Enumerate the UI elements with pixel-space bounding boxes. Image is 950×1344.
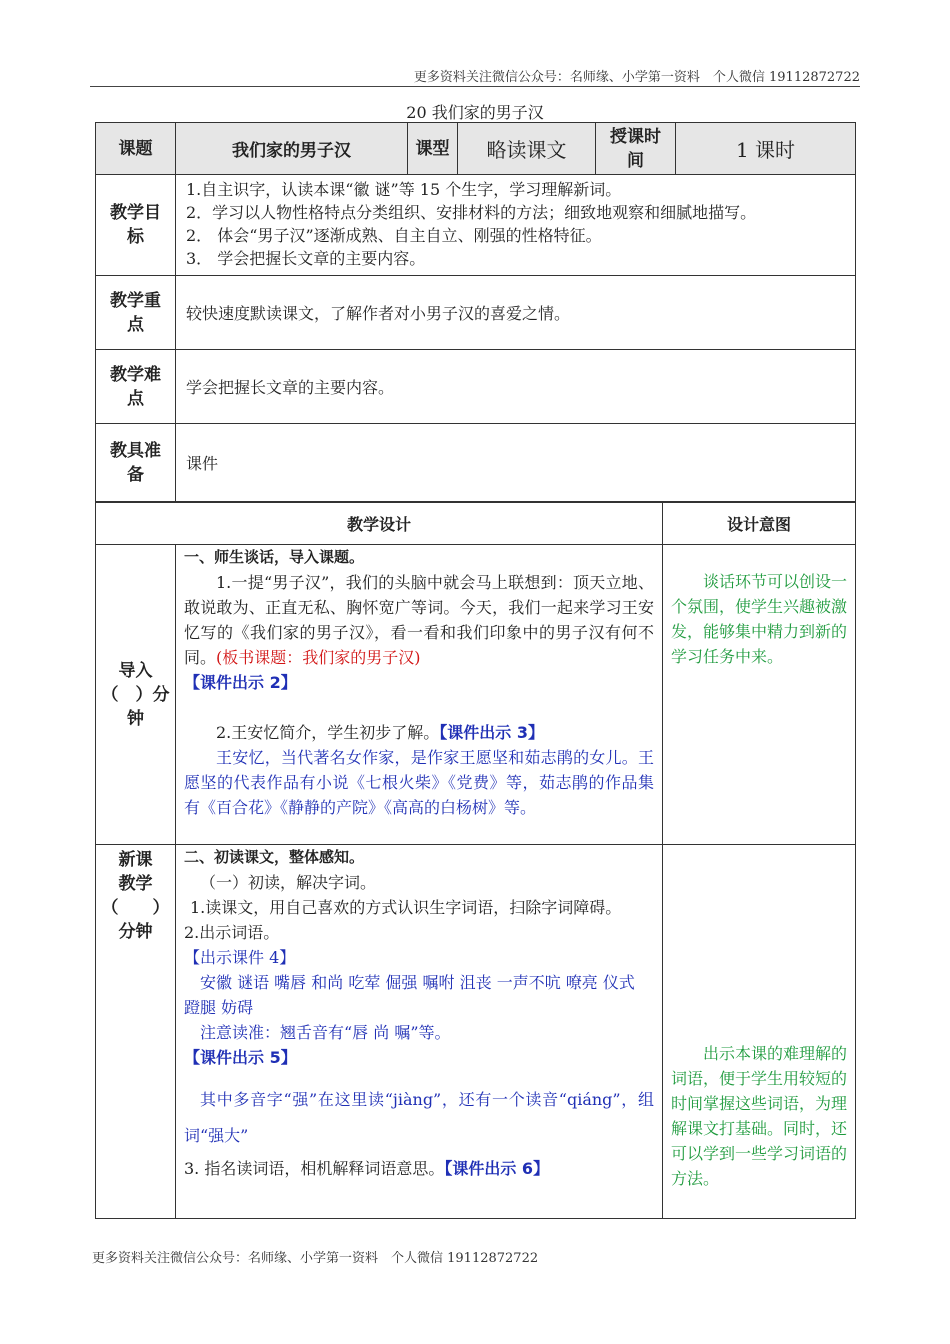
document-title: 20 我们家的男子汉	[406, 103, 544, 122]
word-reading-step: 3. 指名读词语，相机解释词语意思。【课件出示 6】	[184, 1159, 550, 1178]
tools-label: 教具准备	[96, 424, 176, 502]
tools-text: 课件	[176, 424, 856, 502]
board-title-note: (板书课题：我们家的男子汉)	[216, 648, 421, 667]
page-header: 更多资料关注微信公众号：名师缘、小学第一资料 个人微信 19112872722	[413, 70, 860, 85]
time-label: 授课时间	[596, 123, 676, 175]
teaching-design-table	[95, 502, 856, 1219]
page-footer: 更多资料关注微信公众号：名师缘、小学第一资料 个人微信 19112872722	[92, 1251, 539, 1266]
section-heading: 二、初读课文，整体感知。	[184, 848, 365, 866]
goal-item: 2．学习以人物性格特点分类组织、安排材料的方法；细致地观察和细腻地描写。	[186, 203, 757, 222]
courseware-cue: 【课件出示 5】	[184, 1048, 297, 1067]
type-label: 课型	[408, 123, 458, 175]
courseware-cue: 【课件出示 2】	[184, 673, 297, 692]
pronunciation-note: 注意读准：翘舌音有“唇 尚 嘱”等。	[200, 1023, 451, 1042]
design-header: 教学设计	[96, 503, 663, 545]
goals-content	[176, 175, 856, 276]
key-points-label: 教学重点	[96, 276, 176, 350]
goal-item: 3． 学会把握长文章的主要内容。	[186, 249, 426, 268]
intro-label: 导入 （ ）分 钟	[96, 545, 176, 845]
courseware-cue: 【课件出示 6】	[444, 1159, 550, 1178]
time-value: 1 课时	[676, 123, 856, 175]
section-heading: 一、师生谈话，导入课题。	[184, 548, 365, 566]
intro-paragraph: 1.一提“男子汉”，我们的头脑中就会马上联想到：顶天立地、敢说敢为、正直无私、胸怀宽广等词。今天，我们一起来学习王安忆写的《我们家的男子汉》，看一看和我们印象中的男子汉有何不同。(板书课题：我们家的男子汉) 【课件出示 2】	[184, 573, 655, 692]
lesson-info-table	[95, 122, 856, 502]
intro-intent: 谈话环节可以创设一个氛围，使学生兴趣被激发，能够集中精力到新的学习任务中来。	[663, 545, 856, 845]
courseware-cue: 【课件出示 3】	[439, 723, 544, 742]
courseware-cue: 【出示课件 4】	[184, 948, 296, 967]
intro-content	[176, 545, 663, 845]
vocabulary-list: 安徽 谜语 嘴唇 和尚 吃荤 倔强 嘱咐 沮丧 一声不吭 嘹亮 仪式 蹬腿 妨碍	[184, 973, 635, 1017]
polyphone-note: 其中多音字“强”在这里读“jiàng”，还有一个读音“qiáng”，组词“强大”	[184, 1090, 655, 1145]
difficulties-label: 教学难点	[96, 350, 176, 424]
header-divider	[90, 86, 860, 87]
key-points-text: 较快速度默读课文，了解作者对小男子汉的喜爱之情。	[176, 276, 856, 350]
intro-author-line: 2.王安忆简介，学生初步了解。【课件出示 3】	[216, 723, 544, 742]
newlesson-intent: 出示本课的难理解的词语，便于学生用较短的时间掌握这些词语，为理解课文打基础。同时，还可以学到一些学习词语的方法。	[663, 845, 856, 1219]
newlesson-content: 二、初读课文，整体感知。 （一）初读，解决字词。 1.读课文，用自己喜欢的方式认识生字词语，扫除字词障碍。 2.出示词语。 【出示课件 4】 安徽 谜语 嘴唇 和尚 吃荤 倔强 嘱咐 沮丧 一声不吭 嘹亮 仪式 蹬腿 妨碍 注意读准：翘舌音有“唇 尚 嘱”等。 【课件出示 5】 其中多音字“强”在这里读“jiàng”，还有一个读音“qiáng”，组词“强大” 3. 指名读词语，相机解释词语意思。【课件出示 6】	[176, 845, 663, 1219]
difficulties-text: 学会把握长文章的主要内容。	[176, 350, 856, 424]
goal-item: 1.自主识字，认读本课“徽 谜”等 15 个生字，学习理解新词。	[186, 180, 622, 199]
goals-label: 教学目标	[96, 175, 176, 276]
newlesson-label: 新课 教学 （ ） 分钟	[96, 845, 176, 1219]
type-value: 略读课文	[458, 123, 596, 175]
goal-item: 2． 体会“男子汉”逐渐成熟、自主自立、刚强的性格特征。	[186, 226, 602, 245]
intent-header: 设计意图	[663, 503, 856, 545]
topic-value: 我们家的男子汉	[176, 123, 408, 175]
topic-label: 课题	[96, 123, 176, 175]
author-bio: 王安忆，当代著名女作家，是作家王愿坚和茹志鹃的女儿。王愿坚的代表作品有小说《七根火柴》《党费》等，茹志鹃的作品集有《百合花》《静静的产院》《高高的白杨树》等。	[184, 748, 655, 817]
